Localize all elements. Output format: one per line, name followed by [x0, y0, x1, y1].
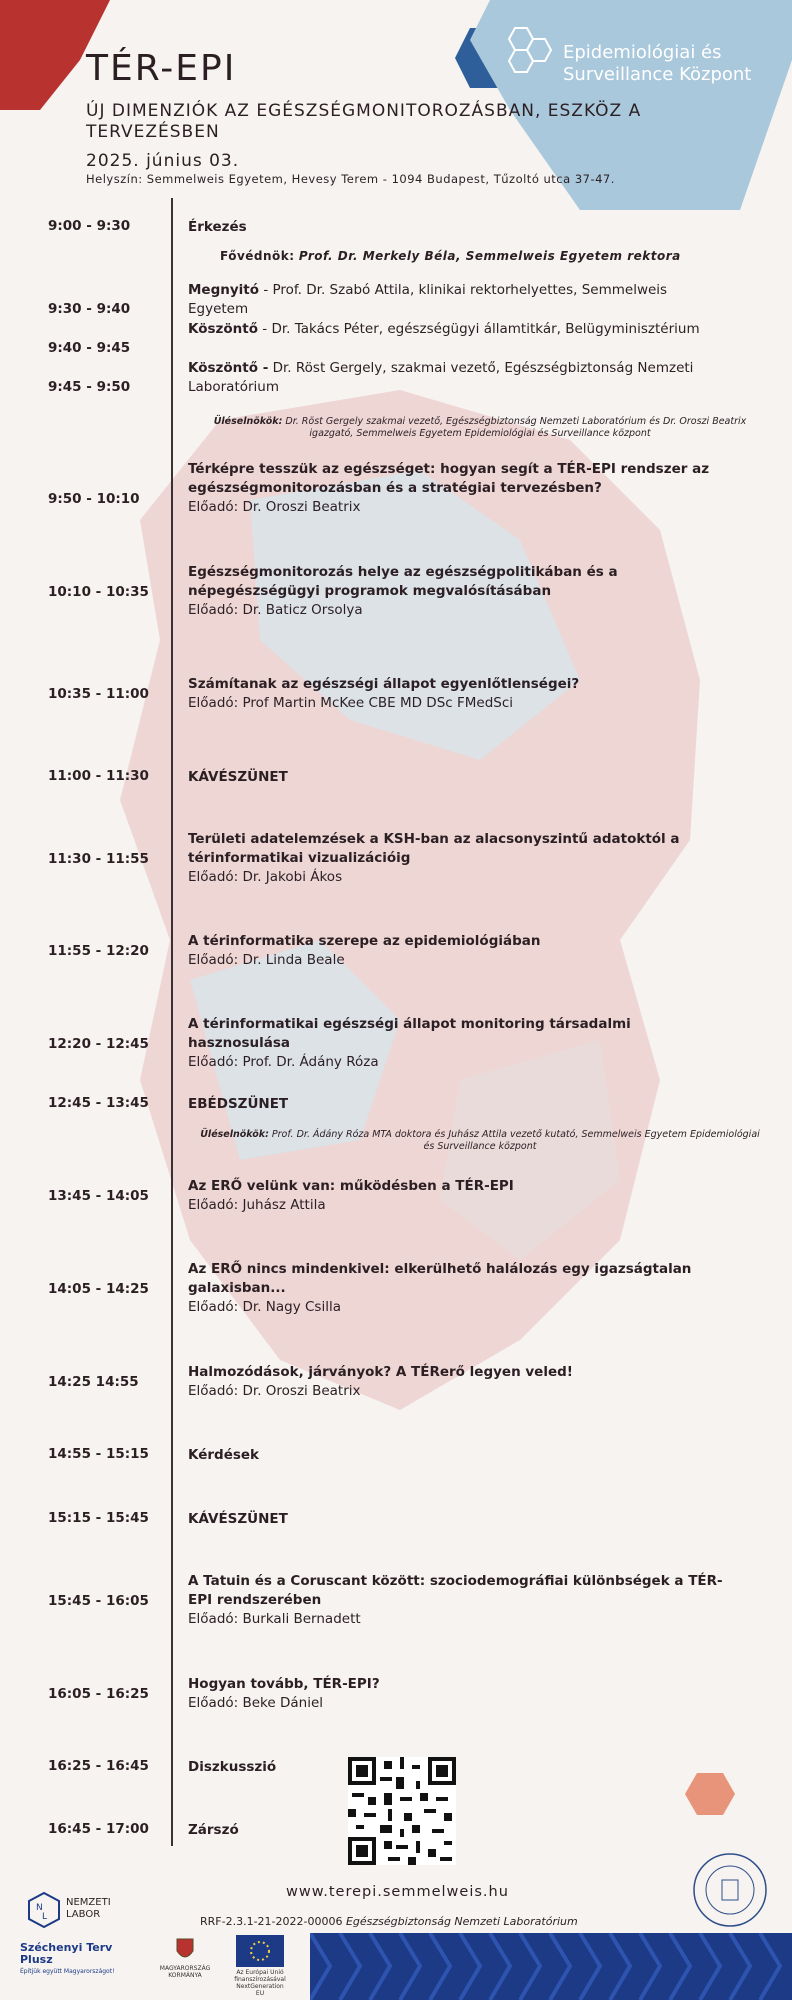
break-label: Diszkusszió	[188, 1759, 277, 1775]
eu-flag-icon	[236, 1935, 284, 1967]
talk-time: 9:50 - 10:10	[48, 491, 140, 507]
session-chairs	[200, 416, 760, 440]
opening-time: 9:40 - 9:45	[48, 340, 131, 356]
break-label: KÁVÉSZÜNET	[188, 769, 288, 785]
talk-speaker: Előadó: Dr. Oroszi Beatrix	[188, 1383, 361, 1399]
opening-time: 9:30 - 9:40	[48, 301, 131, 317]
grant-line	[200, 1915, 578, 1928]
patron-line	[220, 249, 740, 263]
event-date: 2025. június 03.	[86, 151, 240, 171]
center-brand-name: Epidemiológiai és Surveillance Központ	[563, 42, 752, 85]
talk-title: Számítanak az egészségi állapot egyenlőtlenségei?	[188, 676, 580, 692]
qr-code-icon[interactable]	[348, 1757, 456, 1865]
talk-item	[188, 460, 728, 517]
talk-speaker: Előadó: Prof Martin McKee CBE MD DSc FMedSci	[188, 695, 514, 711]
talk-time: 12:20 - 12:45	[48, 1036, 149, 1052]
talk-title: Az ERŐ velünk van: működésben a TÉR-EPI	[188, 1178, 514, 1194]
eu-logo	[232, 1935, 288, 1997]
talk-time: 10:35 - 11:00	[48, 686, 149, 702]
opening-role: Köszöntő	[188, 321, 259, 337]
orange-hexagon-decoration	[685, 1773, 735, 1815]
szechenyi-logo	[20, 1942, 130, 1978]
svg-text:L: L	[42, 1912, 48, 1922]
patron-label: Fővédnök:	[220, 249, 295, 263]
arrival-time: 9:00 - 9:30	[48, 218, 131, 234]
talk-item	[188, 1260, 728, 1317]
szechenyi-tagline: Építjük együtt Magyarországot!	[20, 1968, 115, 1975]
talk-time: 14:05 - 14:25	[48, 1281, 149, 1297]
opening-item	[188, 320, 728, 339]
talk-time: 15:45 - 16:05	[48, 1593, 149, 1609]
talk-time: 13:45 - 14:05	[48, 1188, 149, 1204]
szechenyi-name: Széchenyi Terv Plusz	[20, 1941, 113, 1966]
talk-title: A Tatuin és a Coruscant között: szociodemográfiai különbségek a TÉR-EPI rendszerében	[188, 1573, 723, 1608]
event-subtitle: ÚJ DIMENZIÓK AZ EGÉSZSÉGMONITOROZÁSBAN, ESZKÖZ A TERVEZÉSBEN	[86, 101, 642, 142]
nemzeti-labor-label: NEMZETI LABOR	[66, 1897, 111, 1920]
talk-speaker: Előadó: Dr. Baticz Orsolya	[188, 602, 363, 618]
talk-item	[188, 1572, 728, 1629]
break-label: EBÉDSZÜNET	[188, 1096, 289, 1112]
talk-title: Az ERŐ nincs mindenkivel: elkerülhető halálozás egy igazságtalan galaxisban...	[188, 1261, 692, 1296]
talk-title: Területi adatelemzések a KSH-ban az alacsonyszintű adatoktól a térinformatikai vizualizációig	[188, 831, 680, 866]
session-chairs	[200, 1129, 760, 1153]
grant-org: Egészségbiztonság Nemzeti Laboratórium	[345, 1915, 578, 1928]
talk-item	[188, 1015, 728, 1072]
opening-person: Dr. Röst Gergely, szakmai vezető, Egészségbiztonság Nemzeti Laboratórium	[188, 360, 694, 395]
talk-speaker: Előadó: Burkali Bernadett	[188, 1611, 361, 1627]
chairs-label: Üléselnökök:	[213, 416, 283, 427]
university-seal-icon	[690, 1850, 770, 1930]
break-time: 12:45 - 13:45	[48, 1095, 149, 1111]
break-time: 16:45 - 17:00	[48, 1821, 149, 1837]
talk-item	[188, 1177, 728, 1215]
break-label: Zárszó	[188, 1822, 239, 1838]
chairs-label: Üléselnökök:	[200, 1129, 269, 1140]
government-logo	[150, 1935, 220, 1979]
talk-time: 14:25 14:55	[48, 1374, 139, 1390]
talk-time: 11:55 - 12:20	[48, 943, 149, 959]
talk-title: A térinformatika szerepe az epidemiológiában	[188, 933, 541, 949]
talk-speaker: Előadó: Dr. Nagy Csilla	[188, 1299, 341, 1315]
hexagon-logo-icon	[500, 22, 560, 92]
break-label: Kérdések	[188, 1447, 260, 1463]
talk-item	[188, 932, 728, 970]
talk-speaker: Előadó: Juhász Attila	[188, 1197, 326, 1213]
timeline-divider	[171, 198, 173, 1846]
arrival-label: Érkezés	[188, 219, 247, 235]
break-time: 15:15 - 15:45	[48, 1510, 149, 1526]
grant-code: RRF-2.3.1-21-2022-00006	[200, 1915, 343, 1928]
talk-time: 11:30 - 11:55	[48, 851, 149, 867]
talk-time: 16:05 - 16:25	[48, 1686, 149, 1702]
break-time: 16:25 - 16:45	[48, 1758, 149, 1774]
opening-person: - Prof. Dr. Szabó Attila, klinikai rektorhelyettes, Semmelweis Egyetem	[188, 282, 668, 317]
break-time: 11:00 - 11:30	[48, 768, 149, 784]
coat-of-arms-icon	[175, 1935, 195, 1963]
event-title: TÉR-EPI	[86, 48, 237, 89]
talk-item	[188, 1675, 728, 1713]
talk-title: Egészségmonitorozás helye az egészségpolitikában és a népegészségügyi programok megvalósításában	[188, 564, 618, 599]
break-time: 14:55 - 15:15	[48, 1446, 149, 1462]
svg-text:N: N	[36, 1903, 43, 1913]
chairs-text: Prof. Dr. Ádány Róza MTA doktora és Juhász Attila vezető kutató, Semmelweis Egyetem Epidemiológiai és Surveillance központ	[268, 1129, 760, 1152]
talk-item	[188, 1363, 728, 1401]
talk-item	[188, 675, 728, 713]
opening-time: 9:45 - 9:50	[48, 379, 131, 395]
talk-time: 10:10 - 10:35	[48, 584, 149, 600]
patron-name: Prof. Dr. Merkely Béla, Semmelweis Egyetem rektora	[298, 249, 681, 263]
eu-label: Az Európai Unió finanszírozásával NextGeneration EU	[234, 1969, 286, 1997]
talk-speaker: Előadó: Dr. Jakobi Ákos	[188, 869, 343, 885]
government-label: MAGYARORSZÁG KORMÁNYA	[159, 1965, 211, 1979]
chairs-text: Dr. Röst Gergely szakmai vezető, Egészségbiztonság Nemzeti Laboratórium és Dr. Oroszi Beatrix igazgató, Semmelweis Egyetem Epidemiológiai és Surveillance központ	[282, 416, 747, 439]
opening-role: Köszöntő -	[188, 360, 269, 376]
talk-item	[188, 830, 728, 887]
nemzeti-labor-logo-icon	[27, 1892, 61, 1928]
talk-speaker: Előadó: Prof. Dr. Ádány Róza	[188, 1054, 379, 1070]
talk-speaker: Előadó: Beke Dániel	[188, 1695, 324, 1711]
chevron-stripes-decoration	[310, 1933, 792, 2000]
talk-title: Halmozódások, járványok? A TÉRerő legyen veled!	[188, 1364, 573, 1380]
talk-speaker: Előadó: Dr. Oroszi Beatrix	[188, 499, 361, 515]
break-label: KÁVÉSZÜNET	[188, 1511, 288, 1527]
talk-item	[188, 563, 728, 620]
talk-title: Hogyan tovább, TÉR-EPI?	[188, 1676, 380, 1692]
opening-role: Megnyitó	[188, 282, 260, 298]
opening-item	[188, 359, 728, 397]
talk-title: Térképre tesszük az egészséget: hogyan segít a TÉR-EPI rendszer az egészségmonitorozásban és a stratégiai tervezésben?	[188, 461, 710, 496]
event-venue: Helyszín: Semmelweis Egyetem, Hevesy Terem - 1094 Budapest, Tűzoltó utca 37-47.	[86, 172, 615, 186]
website-link[interactable]: www.terepi.semmelweis.hu	[286, 1884, 509, 1900]
talk-speaker: Előadó: Dr. Linda Beale	[188, 952, 345, 968]
opening-person: - Dr. Takács Péter, egészségügyi államtitkár, Belügyminisztérium	[258, 321, 700, 337]
opening-item	[188, 281, 728, 319]
talk-title: A térinformatikai egészségi állapot monitoring társadalmi hasznosulása	[188, 1016, 631, 1051]
